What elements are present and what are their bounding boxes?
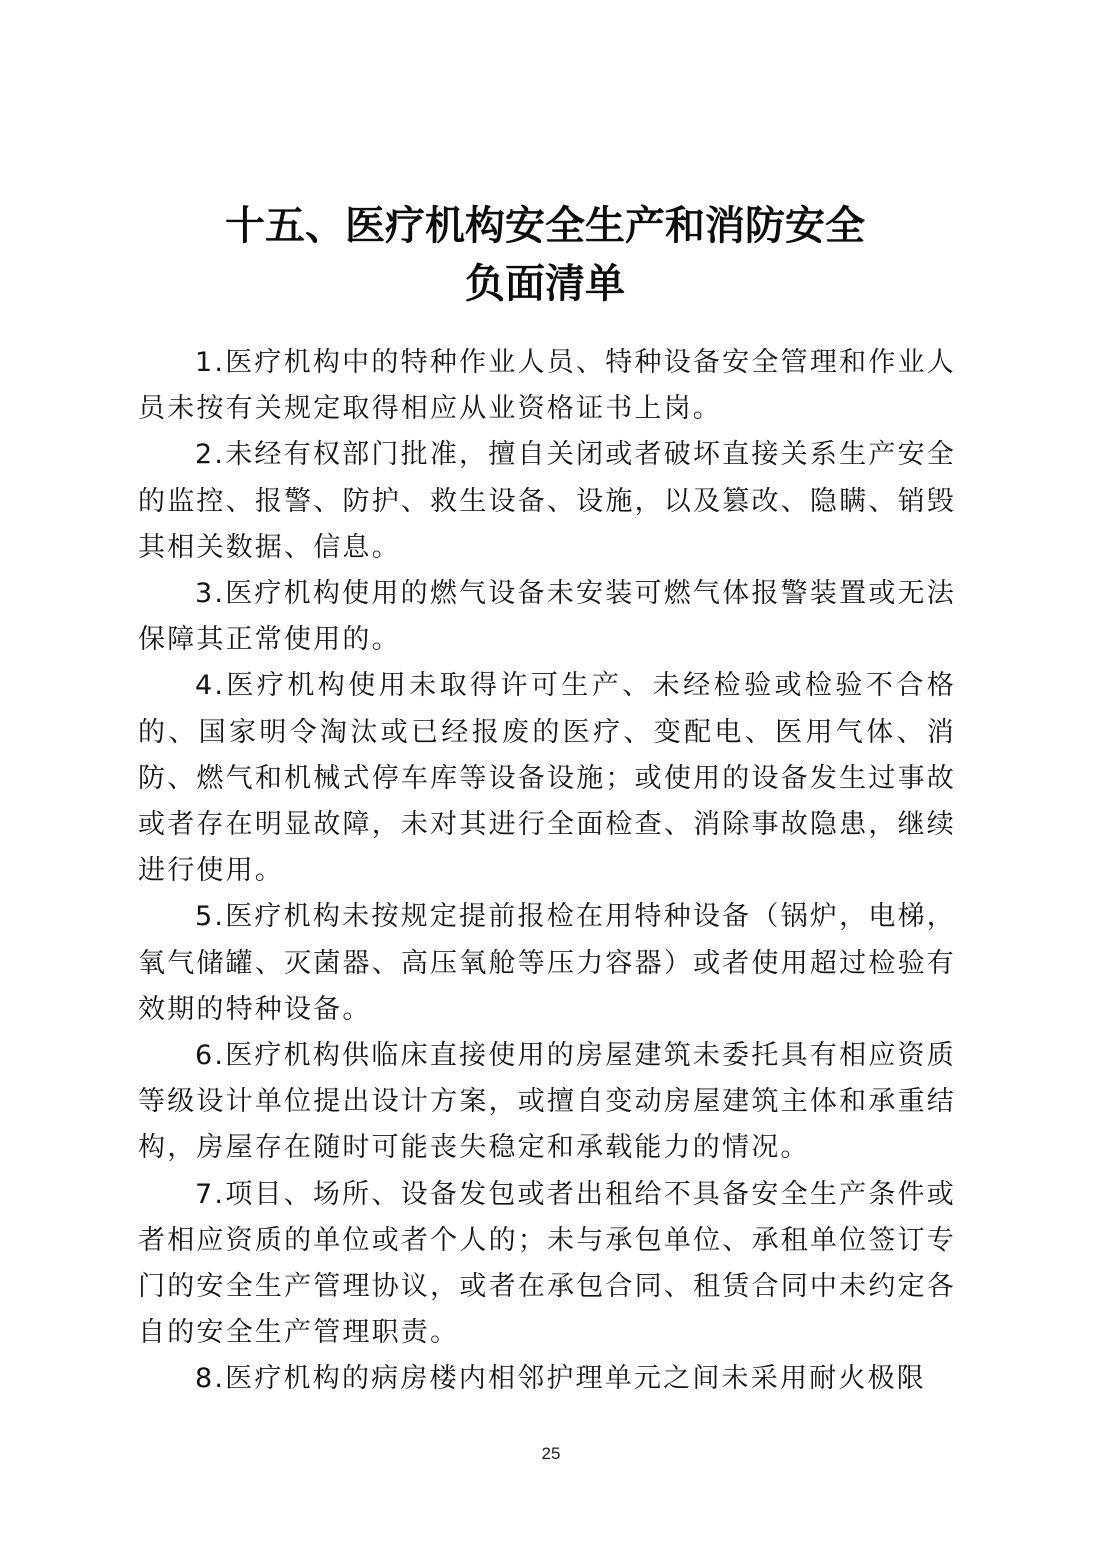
- page-title-line-2: 负面清单: [465, 261, 625, 307]
- list-item-5: 5.医疗机构未按规定提前报检在用特种设备（锅炉，电梯，氧气储罐、灭菌器、高压氧舱等压力容器）或者使用超过检验有效期的特种设备。: [138, 901, 956, 1025]
- list-item-8: 8.医疗机构的病房楼内相邻护理单元之间未采用耐火极限: [195, 1363, 926, 1395]
- list-item-1: 1.医疗机构中的特种作业人员、特种设备安全管理和作业人员未按有关规定取得相应从业资格证书上岗。: [138, 347, 956, 425]
- list-item-6: 6.医疗机构供临床直接使用的房屋建筑未委托具有相应资质等级设计单位提出设计方案，或擅自变动房屋建筑主体和承重结构，房屋存在随时可能丧失稳定和承载能力的情况。: [138, 1040, 956, 1164]
- list-item-2: 2.未经有权部门批准，擅自关闭或者破坏直接关系生产安全的监控、报警、防护、救生设备、设施，以及篡改、隐瞒、销毁其相关数据、信息。: [138, 439, 956, 563]
- list-item-4: 4.医疗机构使用未取得许可生产、未经检验或检验不合格的、国家明令淘汰或已经报废的医疗、变配电、医用气体、消防、燃气和机械式停车库等设备设施；或使用的设备发生过事故或者存在明显故障，未对其进行全面检查、消除事故隐患，继续进行使用。: [138, 670, 956, 887]
- document-body: [138, 340, 956, 1403]
- list-item-3: 3.医疗机构使用的燃气设备未安装可燃气体报警装置或无法保障其正常使用的。: [138, 578, 956, 656]
- page-title-line-1: 十五、医疗机构安全生产和消防安全: [225, 203, 865, 249]
- list-item-7: 7.项目、场所、设备发包或者出租给不具备安全生产条件或者相应资质的单位或者个人的；未与承包单位、承租单位签订专门的安全生产管理协议，或者在承包合同、租赁合同中未约定各自的安全生产管理职责。: [138, 1178, 956, 1349]
- page-number: 25: [541, 1444, 561, 1463]
